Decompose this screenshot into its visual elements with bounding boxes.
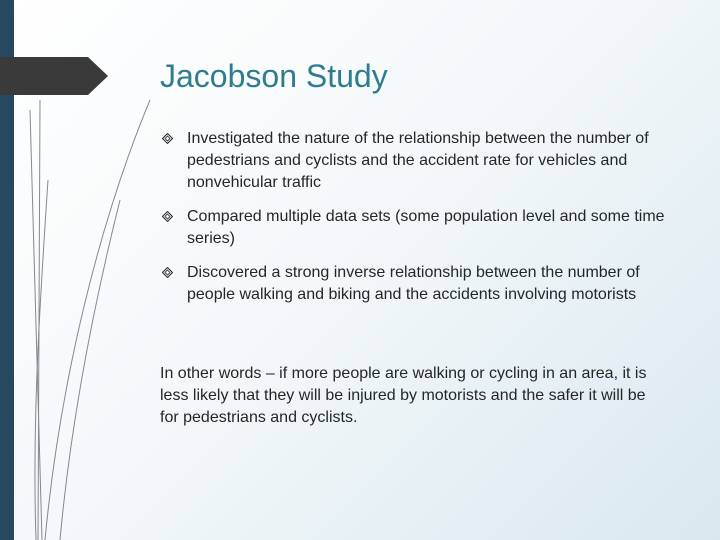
bullet-item (160, 262, 680, 306)
slide-title: Jacobson Study (160, 58, 388, 94)
title-tab-shape (0, 57, 108, 95)
summary-paragraph: In other words – if more people are walking or cycling in an area, it is less likely that they will be injured by motorists and the safer it will be for pedestrians and cyclists. (160, 365, 647, 426)
diamond-bullet-icon (162, 211, 173, 222)
bullet-list (160, 128, 680, 318)
diamond-bullet-icon (162, 133, 173, 144)
bullet-text: Investigated the nature of the relationship between the number of pedestrians and cyclists and the accident rate for vehicles and nonvehicular traffic (187, 130, 649, 191)
bullet-text: Compared multiple data sets (some population level and some time series) (187, 208, 665, 247)
bullet-text: Discovered a strong inverse relationship between the number of people walking and biking and the accidents involving motorists (187, 264, 640, 303)
diamond-bullet-icon (162, 267, 173, 278)
bullet-item (160, 206, 680, 250)
bullet-item (160, 128, 680, 194)
